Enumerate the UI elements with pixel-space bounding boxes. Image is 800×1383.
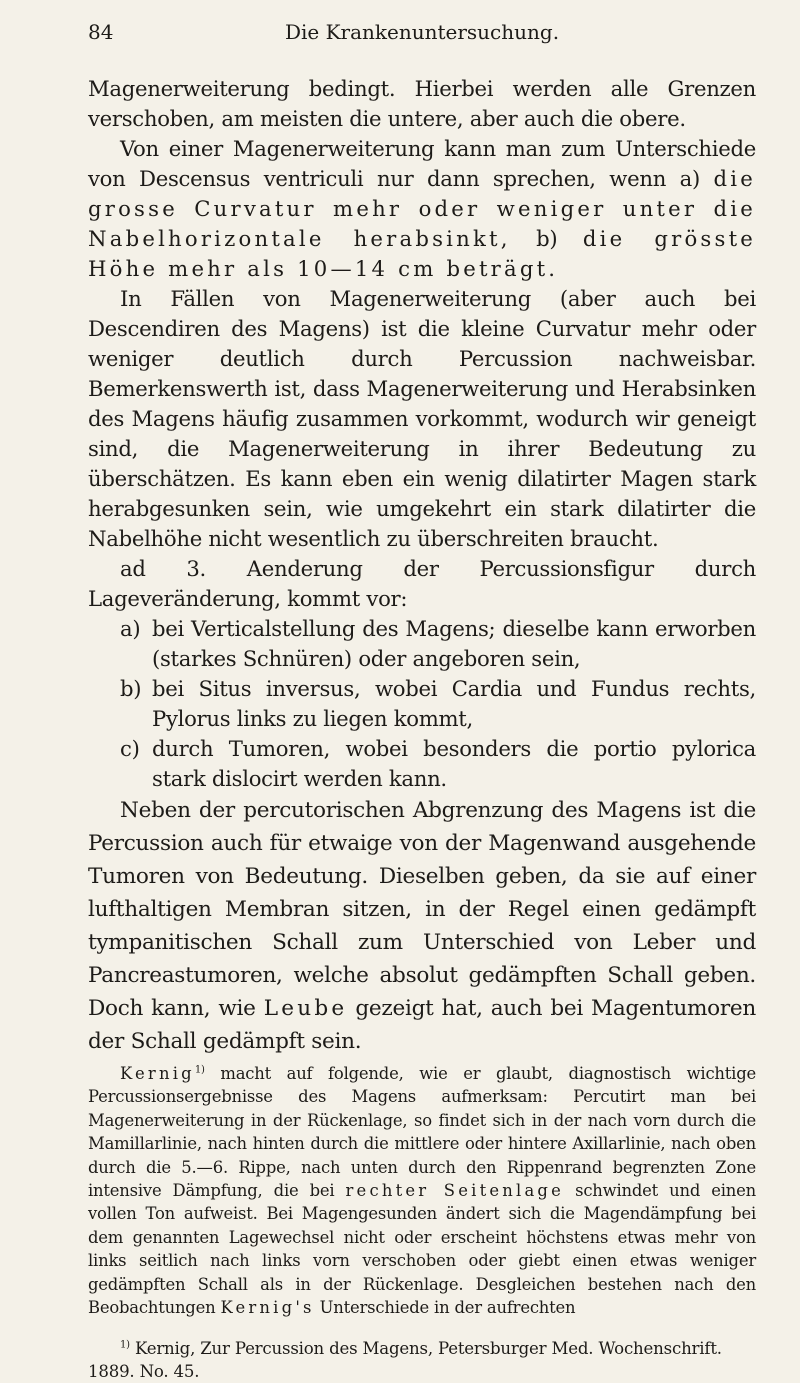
footnote (88, 1337, 756, 1383)
paragraph-6-text-b: schwindet und einen vollen Ton aufweist. Bei Magengesunden ändert sich die Magendämpfung bei dem genannten Lagewechsel nicht oder erscheint höchstens etwas mehr von links seitlich nach links vorn verschoben oder giebt einen etwas weniger gedämpften Schall als in der Rückenlage. Desgleichen bestehen nach den Beobachtungen (88, 1181, 756, 1318)
paragraph-6-text-a: macht auf folgende, wie er glaubt, diagnostisch wichtige Percussionsergebnisse des Magens aufmerksam: Percutirt man bei Magenerweiterung in der Rückenlage, so findet sich in der nach vorn durch die Mamillarlinie, nach hinten durch die mittlere oder hintere Axillarlinie, nach oben durch die 5.—6. Rippe, nach unten durch den Rippenrand begrenzten Zone intensive Dämpfung, die bei (88, 1064, 757, 1201)
footnote-marker: 1) (120, 1339, 130, 1351)
paragraph-2-spaced-a: die grosse Curvatur mehr oder weniger unter die Nabelhorizontale herabsinkt, (88, 166, 757, 251)
page-number: 84 (88, 20, 114, 44)
paragraph-4: ad 3. Aenderung der Percussionsfigur durch Lageveränderung, kommt vor: (88, 556, 756, 611)
footnote-separator (88, 1319, 756, 1337)
list-item (88, 614, 756, 674)
paragraph-5 (88, 794, 756, 1058)
list-item-text: bei Situs inversus, wobei Cardia und Fundus rechts, Pylorus links zu liegen kommt, (152, 676, 756, 731)
paragraph-3: In Fällen von Magenerweiterung (aber auch bei Descendiren des Magens) ist die kleine Curvatur mehr oder weniger deutlich durch Percussion nachweisbar. Bemerkenswerth ist, dass Magenerweiterung und Herabsinken des Magens häufig zusammen vorkommt, wodurch wir geneigt sind, die Magenerweiterung in ihrer Bedeutung zu überschätzen. Es kann eben ein wenig dilatirter Magen stark herabgesunken sein, wie umgekehrt ein stark dilatirter die Nabelhöhe nicht wesentlich zu überschreiten braucht. (88, 286, 756, 551)
footnote-text: Kernig, Zur Percussion des Magens, Petersburger Med. Wochenschrift. 1889. No. 45. (88, 1339, 722, 1382)
list-marker: b) (120, 676, 142, 701)
list-item-text: bei Verticalstellung des Magens; dieselbe kann erworben (starkes Schnüren) oder angeboren sein, (152, 616, 756, 671)
author-name-leube: Leube (263, 996, 348, 1021)
list-item (88, 674, 756, 734)
paragraph-2-spaced-b: die grösste Höhe mehr als 10—14 cm beträgt. (88, 226, 757, 281)
paragraph-1: Magenerweiterung bedingt. Hierbei werden alle Grenzen verschoben, am meisten die untere, aber auch die obere. (88, 76, 756, 131)
paragraph-5-text-b: gezeigt hat, auch bei Magentumoren der Schall gedämpft sein. (88, 996, 756, 1054)
list-item-text: durch Tumoren, wobei besonders die portio pylorica stark dislocirt werden kann. (152, 736, 756, 791)
paragraph-6-text-c: Unterschiede in der aufrechten (319, 1298, 576, 1318)
page-header (88, 14, 756, 54)
paragraph-2-text-a: Von einer Magenerweiterung kann man zum Unterschiede von Descensus ventriculi nur dann sprechen, wenn a) (88, 136, 756, 191)
author-name-kernig-2: Kernig's (220, 1298, 315, 1318)
enumerated-list (88, 614, 756, 794)
paragraph-6-small-print (88, 1062, 756, 1319)
paragraph-2 (88, 134, 756, 284)
running-title: Die Krankenuntersuchung. (284, 20, 560, 44)
paragraph-2-text-b: b) (536, 226, 558, 251)
list-marker: a) (120, 616, 141, 641)
list-item (88, 734, 756, 794)
author-name-kernig: Kernig (120, 1064, 195, 1083)
footnote-reference: 1) (194, 1064, 205, 1076)
paragraph-5-text-a: Neben der percutorischen Abgrenzung des Magens ist die Percussion auch für etwaige von der Magenwand ausgehende Tumoren von Bedeutung. Dieselben geben, da sie auf einer lufthaltigen Membran sitzen, in der Regel einen gedämpft tympanitischen Schall zum Unterschied von Leber und Pancreastumoren, welche absolut gedämpften Schall geben. Doch kann, wie (88, 798, 756, 1021)
list-marker: c) (120, 736, 140, 761)
page-body (88, 74, 756, 1383)
paragraph-6-spaced: rechter Seitenlage (345, 1181, 565, 1201)
